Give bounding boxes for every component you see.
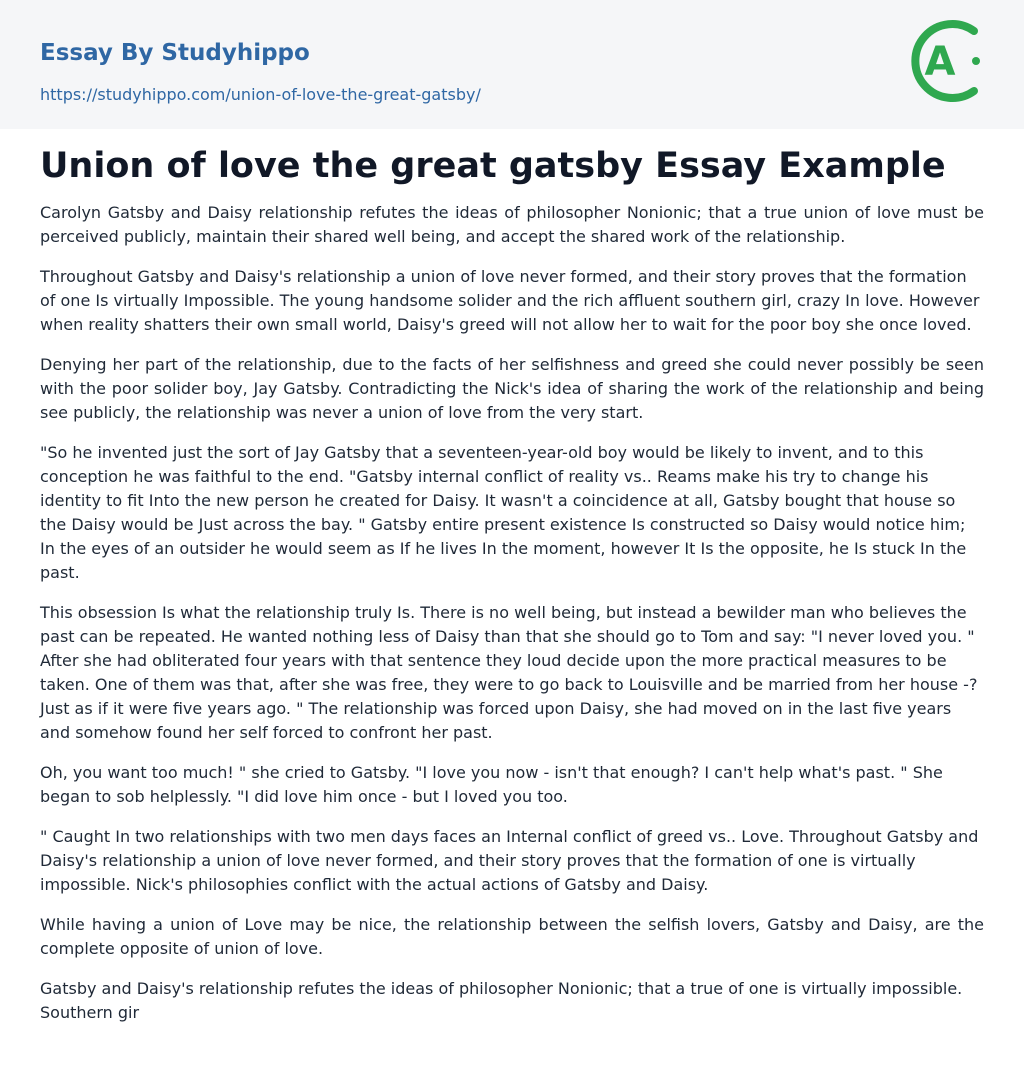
essay-paragraph: This obsession Is what the relationship truly Is. There is no well being, but instead a bewilder man who believes the past can be repeated. He wanted nothing less of Daisy than that she should go to Tom and say: "I never loved you. " After she had obliterated four years with that sentence they loud decide upon the more practical measures to be taken. One of them was that, after she was free, they were to go back to Louisville and be married from her house -? Just as if it were five years ago. " The relationship was forced upon Daisy, she had moved on in the last five years and somehow found her self forced to confront her past. <box>40 603 978 742</box>
studyhippo-logo-icon[interactable] <box>908 17 988 107</box>
essay-url-link[interactable]: https://studyhippo.com/union-of-love-the-great-gatsby/ <box>40 85 481 104</box>
essay-paragraph: "So he invented just the sort of Jay Gatsby that a seventeen-year-old boy would be likely to invent, and to this conception he was faithful to the end. "Gatsby internal conflict of reality vs.. Reams make his try to change his identity to fit Into the new person he created for Daisy. It wasn't a coincidence at all, Gatsby bought that house so the Daisy would be Just across the bay. " Gatsby entire present existence Is constructed so Daisy would notice him; In the eyes of an outsider he would seem as If he lives In the moment, however It Is the opposite, he Is stuck In the past. <box>40 443 967 582</box>
essay-paragraph: While having a union of Love may be nice, the relationship between the selfish lovers, Gatsby and Daisy, are the complete opposite of union of love. <box>40 915 984 958</box>
essay-paragraph: " Caught In two relationships with two men days faces an Internal conflict of greed vs.. Love. Throughout Gatsby and Daisy's relationship a union of love never formed, and their story proves that the formation of one is virtually impossible. Nick's philosophies conflict with the actual actions of Gatsby and Daisy. <box>40 827 979 894</box>
site-header <box>0 0 1024 129</box>
essay-title: Union of love the great gatsby Essay Example <box>40 146 946 186</box>
svg-text:A: A <box>924 39 956 85</box>
essay-paragraph: Oh, you want too much! " she cried to Gatsby. "I love you now - isn't that enough? I can't help what's past. " She began to sob helplessly. "I did love him once - but I loved you too. <box>40 763 943 806</box>
essay-paragraph: Denying her part of the relationship, due to the facts of her selfishness and greed she could never possibly be seen with the poor solider boy, Jay Gatsby. Contradicting the Nick's idea of sharing the work of the relationship and being see publicly, the relationship was never a union of love from the very start. <box>40 355 984 422</box>
essay-paragraph: Gatsby and Daisy's relationship refutes the ideas of philosopher Nonionic; that a true of one is virtually impossible. Southern gir <box>40 979 963 1022</box>
site-brand[interactable]: Essay By Studyhippo <box>40 40 310 66</box>
essay-paragraph: Throughout Gatsby and Daisy's relationship a union of love never formed, and their story proves that the formation of one Is virtually Impossible. The young handsome solider and the rich affluent southern girl, crazy In love. However when reality shatters their own small world, Daisy's greed will not allow her to wait for the poor boy she once loved. <box>40 267 980 334</box>
essay-body <box>40 201 984 1041</box>
essay-paragraph: Carolyn Gatsby and Daisy relationship refutes the ideas of philosopher Nonionic; that a true union of love must be perceived publicly, maintain their shared well being, and accept the shared work of the relationship. <box>40 203 984 246</box>
